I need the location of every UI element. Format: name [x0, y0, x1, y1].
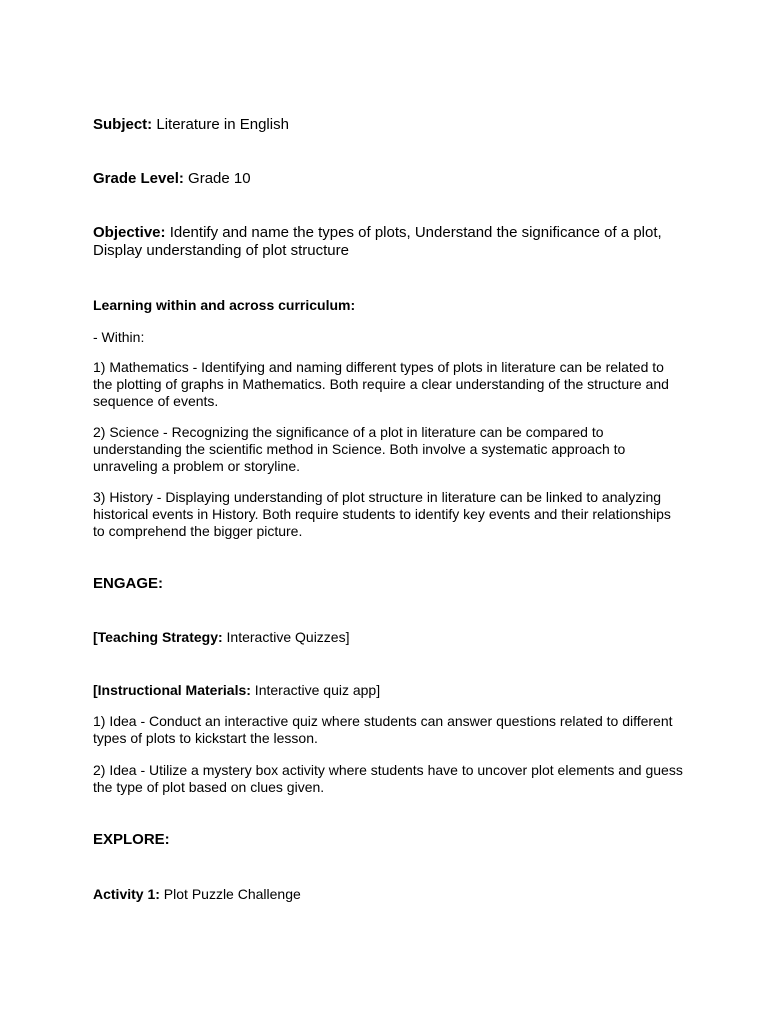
objective-value: Identify and name the types of plots, Understand the significance of a plot, Display understanding of plot structure	[93, 224, 662, 259]
activity-1-line	[93, 886, 683, 903]
curriculum-within: - Within:	[93, 329, 145, 345]
subject-label: Subject:	[93, 116, 153, 133]
engage-idea-1: 1) Idea - Conduct an interactive quiz where students can answer questions related to different types of plots to kickstart the lesson.	[93, 713, 673, 746]
instructional-materials-label: [Instructional Materials:	[93, 682, 251, 698]
explore-heading: EXPLORE:	[93, 831, 170, 848]
grade-value: Grade 10	[188, 170, 251, 187]
teaching-strategy-value: Interactive Quizzes]	[222, 629, 350, 645]
curriculum-item-history: 3) History - Displaying understanding of plot structure in literature can be linked to analyzing historical events in History. Both require students to identify key events and their relationships to comprehend the bigger picture.	[93, 489, 671, 539]
curriculum-item-science: 2) Science - Recognizing the significance of a plot in literature can be compared to understanding the scientific method in Science. Both involve a systematic approach to unraveling a problem or storyline.	[93, 424, 626, 474]
instructional-materials-value: Interactive quiz app]	[250, 682, 381, 698]
grade-line	[93, 170, 683, 188]
objective-line	[93, 224, 668, 260]
subject-line	[93, 116, 683, 134]
engage-idea-2: 2) Idea - Utilize a mystery box activity where students have to uncover plot elements and guess the type of plot based on clues given.	[93, 762, 683, 795]
curriculum-item-math: 1) Mathematics - Identifying and naming different types of plots in literature can be related to the plotting of graphs in Mathematics. Both require a clear understanding of the structure and sequence of events.	[93, 359, 669, 409]
instructional-materials-line	[93, 682, 683, 699]
objective-label: Objective:	[93, 224, 166, 241]
engage-heading: ENGAGE:	[93, 575, 164, 592]
grade-label: Grade Level:	[93, 170, 184, 187]
activity-1-label: Activity 1:	[93, 886, 160, 902]
teaching-strategy-label: [Teaching Strategy:	[93, 629, 223, 645]
subject-value: Literature in English	[156, 116, 289, 133]
curriculum-heading: Learning within and across curriculum:	[93, 297, 356, 313]
activity-1-value: Plot Puzzle Challenge	[159, 886, 301, 902]
teaching-strategy-line	[93, 629, 683, 646]
